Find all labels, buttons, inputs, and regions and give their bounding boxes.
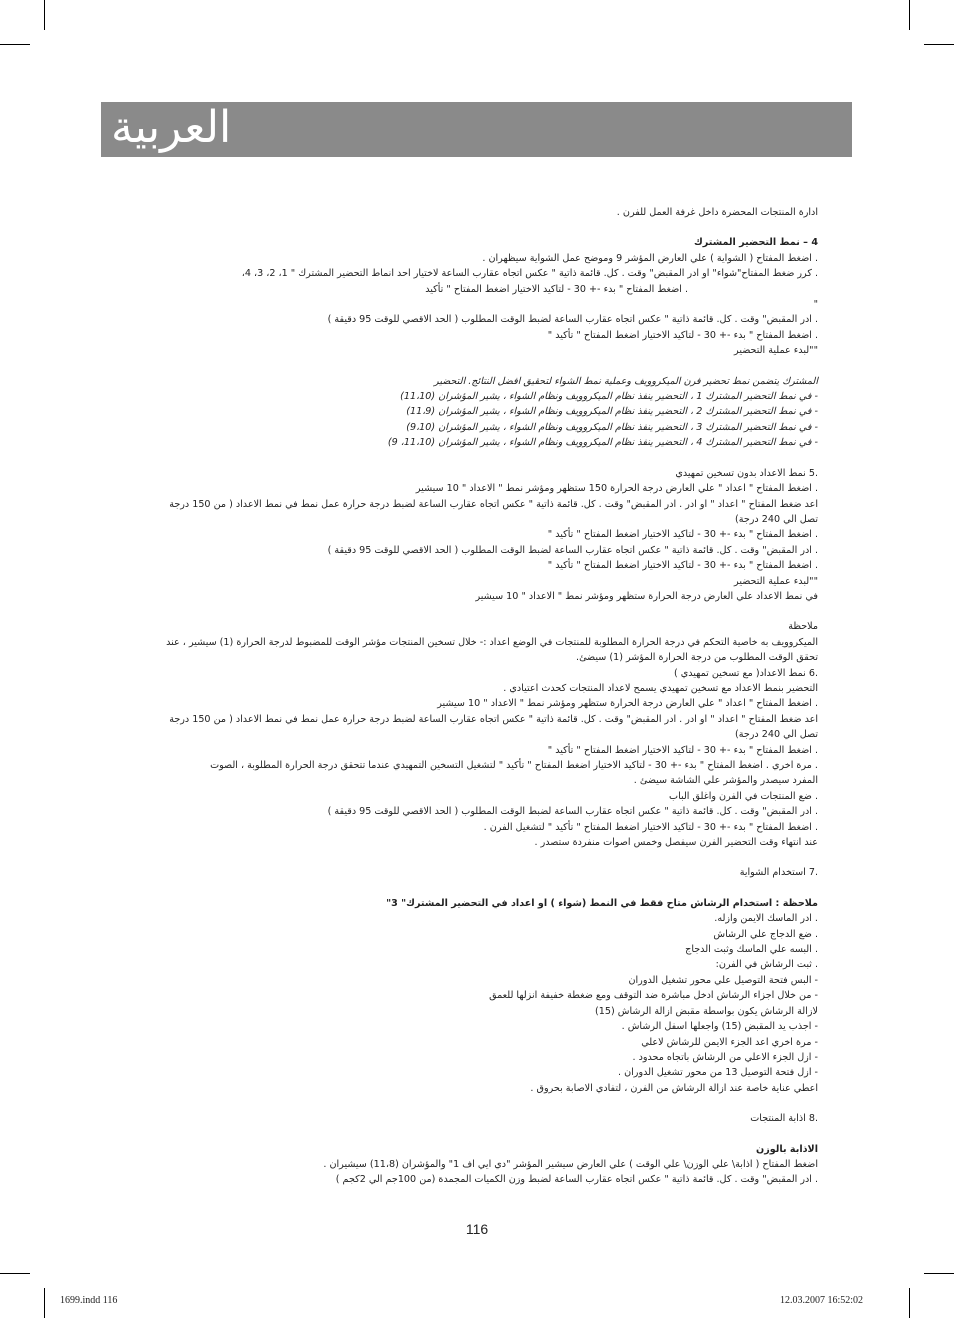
body-line: ادارة المنتجات المحضرة داخل غرفة العمل للفرن . — [616, 207, 818, 218]
body-line: . اضغط المفتاح ( الشواية ) علي العارض المؤشر 9 وموضح عمل الشواية سيظهران . — [482, 252, 818, 264]
crop-mark — [909, 0, 910, 30]
body-line: . اضغط المفتاح " اعداد " علي العارض درجة الحرارة ستظهر ومؤشر نمط " الاعداد " 10 سيشير — [437, 698, 818, 710]
language-header-bar — [101, 102, 852, 157]
body-line: . مرة اخري . اضغط المفتاح " بدء -+ 30 - لتاكيد الاختيار اضغط المفتاح " تأكيد " لتشغيل التسخين التمهيدي عندما تتحقق درجة الحرارة المطلوبة ، الصوت — [210, 760, 818, 771]
paragraph-gap — [100, 220, 818, 235]
body-line: المفرد سيصدر والمؤشر علي الشاشة سيضئ . — [633, 775, 818, 787]
body-line: - في نمط التحضير المشترك 3 ، التحضير ينفذ نظام الميكروويف ونظام الشواء ، يشير المؤشران (9،10) — [406, 421, 818, 433]
body-line: .6 نمط الاعداد( مع تسخين تمهيدي ) — [673, 667, 818, 679]
body-line: . ضع الدجاج علي الرشاش — [713, 928, 818, 940]
body-line: .5 نمط الاعداد بدون تسخين تمهيدي — [675, 467, 818, 479]
body-line: . اضغط المفتاح " اعداد " علي العارض درجة الحرارة 150 ستظهر ومؤشر نمط " الاعداد " 10 سيشير — [415, 483, 818, 495]
body-line: . اضغط المفتاح " بدء -+ 30 - لتاكيد الاختيار اضغط المفتاح " تأكيد " — [547, 744, 818, 756]
body-line: . البسه علي الماسك وثبت الدجاج — [685, 944, 818, 956]
body-line: اعطي عناية خاصة عند ازالة الرشاش من الفرن ، لتفادي الاصابة بحروق . — [530, 1082, 818, 1094]
paragraph-gap — [100, 1096, 818, 1111]
language-title: العربية — [111, 102, 232, 153]
crop-mark — [0, 44, 30, 45]
body-line: . كرر ضغط المفتاح"شواء" او ادر المقبض" وقت . كل. قائمة ذاتية " عكس اتجاه عقارب الساعة لاختيار احد انماط التحضير المشترك " 1، 2، 3، 4، — [241, 268, 818, 280]
paragraph-gap — [100, 881, 818, 896]
body-line: اضغط المفتاح ( اذابة\ علي الوزن\ علي الوقت ) علي العارض سيشير المؤشر "دي ايي اف 1" والمؤشران (11،8) سيشيران . — [323, 1158, 818, 1170]
body-line: . اضغط المفتاح " بدء -+ 30 - لتاكيد الاختيار اضغط المفتاح " تأكيد " لتشغيل الفرن . — [483, 821, 818, 833]
body-line: تصل الي 240 درجة) — [734, 513, 818, 525]
body-line: . اضغط المفتاح " بدء -+ 30 - لتاكيد الاختيار اضغط المفتاح " تأكيد " — [547, 560, 818, 572]
body-line: . اضغط المفتاح " بدء -+ 30 - لتاكيد الاختيار اضغط المفتاح " تأكيد — [425, 283, 688, 295]
body-line: . اضغط المفتاح " بدء -+ 30 - لتاكيد الاختيار اضغط المفتاح " تأكيد " — [547, 329, 818, 341]
body-line: الميكروويف به خاصية التحكم في درجة الحرارة المطلوبة للمنتجات في الوضع اعداد :- خلال تسخين المنتجات مؤشر الوقت للمضبوط لدرجة الحرارة (1) سيشير ، عند — [166, 636, 818, 648]
body-line: التحضير بنمط الاعداد مع تسخين تمهيدي يسمح لاعداد المنتجات كحدث اعتيادي . — [503, 682, 818, 694]
paragraph-gap — [100, 604, 818, 619]
body-line: . ادر المقبض" وقت . كل. قائمة ذاتية " عكس اتجاه عقارب الساعة لضبط الوقت المطلوب ( الحد الاقصي للوقت 95 دقيقة ) — [327, 806, 818, 818]
body-line: .8 اذابة المنتجات — [750, 1113, 818, 1125]
body-line: . ادر المقبض" وقت . كل. قائمة ذاتية " عكس اتجاه عقارب الساعة لضبط وزن الكميات المجمدة (من 100جم الي 2كجم ) — [335, 1174, 818, 1186]
body-line: - اجذب يد المقبض (15) واجعلها اسفل الرشاش . — [621, 1021, 818, 1033]
body-line: لازالة الرشاش يكون بواسطة مقبض ازالة الرشاش (15) — [595, 1005, 818, 1017]
body-line: اعد ضغط المفتاح " اعداد " او ادر . ادر المقبض" وقت . كل. قائمة ذاتية " عكس اتجاه عقارب الساعة لضبط درجة حرارة عمل نمط في نمط الاعداد ( من 150 درجة — [169, 713, 818, 725]
body-line: - في نمط التحضير المشترك 4 ، التحضير ينفذ نظام الميكروويف ونظام الشواء ، يشير المؤشران (11،10، 9) — [387, 437, 818, 449]
body-line: . اضغط المفتاح " بدء -+ 30 - لتاكيد الاختيار اضغط المفتاح " تأكيد " — [547, 529, 818, 541]
body-line: المشترك يتضمن نمط تحضير فرن الميكروويف وعملية نمط الشواء لتحقيق افضل النتائج. التحضير — [434, 375, 818, 387]
body-line: اعد ضغط المفتاح " اعداد " او ادر . ادر المقبض" وقت . كل. قائمة ذاتية " عكس اتجاه عقارب الساعة لضبط درجة حرارة عمل نمط في نمط الاعداد ( من 150 درجة — [169, 498, 818, 510]
page-number: 116 — [465, 1221, 489, 1237]
crop-mark — [0, 1273, 30, 1274]
body-line: - ازل فتحة التوصيل 13 من محور تشغيل الدوران . — [618, 1067, 818, 1079]
crop-mark — [44, 0, 45, 30]
crop-mark — [924, 44, 954, 45]
paragraph-gap — [100, 359, 818, 374]
body-line: تحقق الوقت المطلوب من درجة الحرارة المؤشر (1) سيضئ. — [576, 652, 818, 664]
body-line: . ثبت الرشاش في الفرن: — [715, 959, 818, 971]
instructions-body — [100, 205, 818, 1188]
body-line: - البس فتحة التوصيل علي محور تشغيل الدوران — [628, 974, 818, 986]
body-line: - في نمط التحضير المشترك 1 ، التحضير ينفذ نظام الميكروويف ونظام الشواء ، يشير المؤشران (11،10) — [400, 391, 818, 403]
body-line: - من خلال اجزاء الرشاش ادخل مباشرة ضد التوقف ومع ضغطة خفيفة انزلها للعمق — [489, 990, 818, 1002]
body-line: تصل الي 240 درجة) — [734, 729, 818, 741]
body-line: - مرة اخري اعد الجزء الايمن للرشاش لاعلي — [641, 1036, 818, 1048]
paragraph-gap — [100, 850, 818, 865]
body-line: عند انتهاء وقت التحضير الفرن سيفصل وخمس اصوات منفردة ستصدر . — [534, 837, 818, 849]
body-line: الاذابة بالوزن — [756, 1143, 818, 1155]
crop-mark — [924, 1273, 954, 1274]
paragraph-gap — [100, 451, 818, 466]
body-line: . ادر المقبض" وقت . كل. قائمة ذاتية " عكس اتجاه عقارب الساعة لضبط الوقت المطلوب ( الحد الاقصي للوقت 95 دقيقة ) — [327, 314, 818, 326]
footer-file-info: 1699.indd 116 — [60, 1295, 118, 1306]
body-line: - ازل الجزء الاعلي من الرشاش باتجاه محدود . — [632, 1051, 818, 1063]
paragraph-gap — [100, 1127, 818, 1142]
footer-timestamp: 12.03.2007 16:52:02 — [780, 1295, 864, 1306]
body-line: . ادر المقبض" وقت . كل. قائمة ذاتية " عكس اتجاه عقارب الساعة لضبط الوقت المطلوب ( الحد الاقصي للوقت 95 دقيقة ) — [327, 544, 818, 556]
crop-mark — [44, 1288, 45, 1318]
body-line: ملاحظة : استخدام الرشاش متاح فقط في النمط (شواء ) او اعداد في التحضير المشترك" 3" — [386, 897, 818, 909]
body-line: ""لبدء عملية التحضير — [734, 575, 818, 587]
body-line: 4 – نمط التحضير المشترك — [694, 237, 818, 249]
body-line: ملاحظة — [788, 621, 818, 633]
crop-mark — [909, 1288, 910, 1318]
body-line: ""لبدء عملية التحضير — [734, 345, 818, 357]
body-line: . ضع المنتجات في الفرن واغلق الباب — [669, 790, 818, 802]
body-line: " — [813, 299, 818, 311]
body-line: في نمط الاعداد علي العارض درجة الحرارة ستظهر ومؤشر نمط " الاعداد " 10 سيشير — [475, 590, 818, 602]
body-line: . ادر الماسك الايمن وازله. — [714, 913, 818, 925]
body-line: - في نمط التحضير المشترك 2 ، التحضير ينفذ نظام الميكروويف ونظام الشواء ، يشير المؤشران (11،9) — [406, 406, 818, 418]
body-line: .7 استخدام الشواية — [739, 867, 818, 879]
